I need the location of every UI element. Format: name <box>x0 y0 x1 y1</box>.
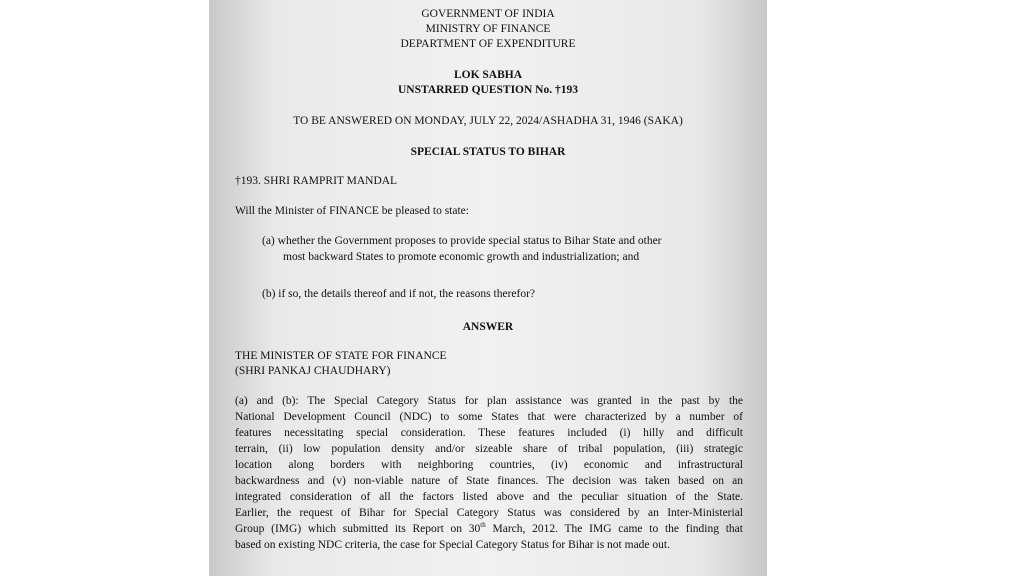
answer-line: Earlier, the request of Bihar for Special Category Status was considered by an Inter-Ministerial <box>235 507 743 519</box>
question-number: UNSTARRED QUESTION No. †193 <box>398 84 578 96</box>
document-page <box>209 0 767 576</box>
answer-line: National Development Council (NDC) to some States that were characterized by a number of <box>235 411 743 423</box>
header-government: GOVERNMENT OF INDIA <box>421 8 555 20</box>
answer-line: backwardness and (v) non-viable nature of State finances. The decision was taken based on an <box>235 475 743 487</box>
ordinal-superscript: th <box>480 521 486 530</box>
minister-name: (SHRI PANKAJ CHAUDHARY) <box>235 365 391 377</box>
answer-line: terrain, (ii) low population density and/or sizeable share of tribal population, (iii) strategic <box>235 443 743 455</box>
subject-title: SPECIAL STATUS TO BIHAR <box>410 146 566 158</box>
header-ministry: MINISTRY OF FINANCE <box>425 23 551 35</box>
question-b: (b) if so, the details thereof and if not, the reasons therefor? <box>262 288 536 300</box>
question-a-line-2: most backward States to promote economic growth and industrialization; and <box>283 251 640 263</box>
answer-line: features necessitating special consideration. These features included (i) hilly and difficult <box>235 427 743 439</box>
question-intro: Will the Minister of FINANCE be pleased to state: <box>235 205 469 217</box>
question-asker: †193. SHRI RAMPRIT MANDAL <box>235 175 398 187</box>
header-department: DEPARTMENT OF EXPENDITURE <box>400 38 576 50</box>
answer-line-9-pre: Group (IMG) which submitted its Report on 30 <box>235 523 481 535</box>
answer-line: integrated consideration of all the factors listed above and the peculiar situation of the State. <box>235 491 743 503</box>
minister-title: THE MINISTER OF STATE FOR FINANCE <box>235 350 447 362</box>
answer-date: TO BE ANSWERED ON MONDAY, JULY 22, 2024/ASHADHA 31, 1946 (SAKA) <box>293 115 683 127</box>
house-name: LOK SABHA <box>453 69 523 81</box>
answer-line: location along borders with neighboring countries, (iv) economic and infrastructural <box>235 459 743 471</box>
question-a-line-1: (a) whether the Government proposes to provide special status to Bihar State and other <box>262 235 662 247</box>
answer-line: based on existing NDC criteria, the case for Special Category Status for Bihar is not made out. <box>235 539 670 551</box>
answer-heading: ANSWER <box>462 321 514 333</box>
answer-line-with-superscript <box>235 522 743 537</box>
answer-line: (a) and (b): The Special Category Status for plan assistance was granted in the past by the <box>235 395 743 407</box>
answer-line-9-post: March, 2012. The IMG came to the finding that <box>485 523 743 535</box>
